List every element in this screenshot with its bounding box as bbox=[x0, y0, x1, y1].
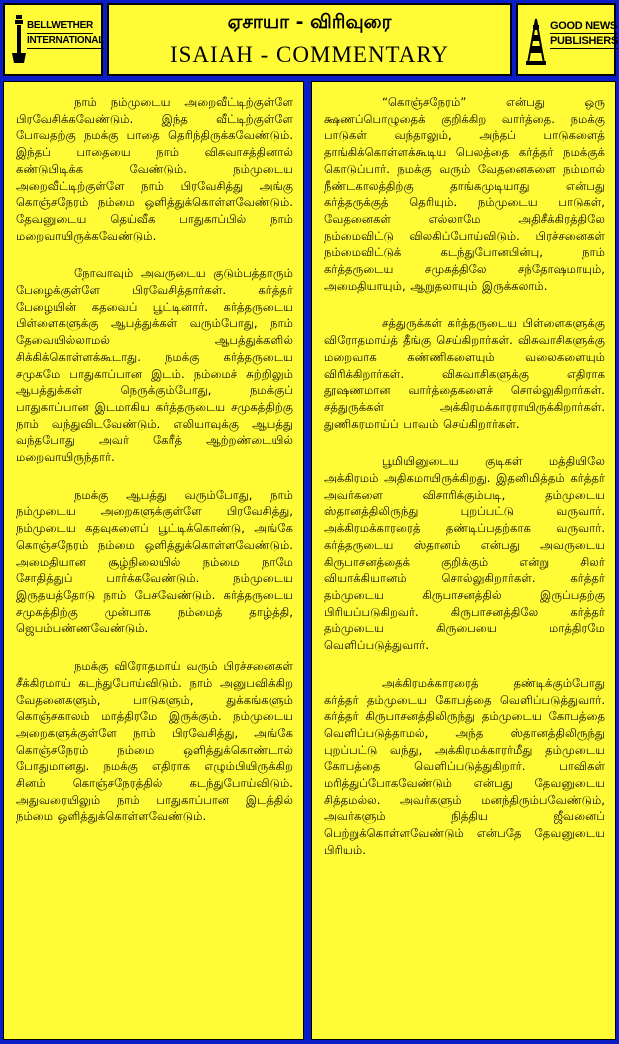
logo-line-2: INTERNATIONAL bbox=[27, 34, 104, 49]
paragraph: நமக்கு ஆபத்து வரும்போது, நாம் நம்முடைய அறைகளுக்குள்ளே பிரவேசித்து, நம்முடைய கதவுகளைப் பூட்டிக்கொண்டு, அங்கே கொஞ்சநேரம் நம்மை ஒளித்துக்கொள்ளவேண்டும். அமைதியான சூழ்நிலையில் நம்மை நாமே சோதித்துப் பார்க்கவேண்டும். நம்முடைய இருதயத்தோடு நாம் பேசவேண்டும். கர்த்தருடைய சமுகத்திற்கு முன்பாக நம்மைத் தாழ்த்தி, ஜெபம்பண்ணவேண்டும். bbox=[16, 487, 293, 636]
bellwether-logo bbox=[3, 3, 103, 76]
paragraph: பூமியினுடைய குடிகள் மத்தியிலே அக்கிரமம் அதிகமாயிருக்கிறது. இதனிமித்தம் கர்த்தர் அவர்களை விசாரிக்கும்படி, தம்முடைய ஸ்தானத்திலிருந்து புறப்பட்டு வருவார். அக்கிரமக்காரரைத் தண்டிப்பதற்காக வருவார். கர்த்தருடைய ஸ்தானம் என்பது அவருடைய கிருபாசனத்தைக் குறிக்கும் என்று சிலர் வியாக்கியானம் சொல்லுகிறார்கள். கர்த்தர் தம்முடைய கிருபாசனத்தில் இருப்பதற்கு பிரியப்படுகிறவர். கிருபாசனத்திலே கர்த்தர் தம்முடைய கிருபையை மாத்திரமே வெளிப்படுத்துவார். bbox=[324, 454, 605, 653]
book-tower-icon bbox=[524, 13, 548, 67]
title-tamil: ஏசாயா - விரிவுரை bbox=[227, 11, 392, 33]
paragraph: “கொஞ்சநேரம்” என்பது ஒரு க்ஷணப்பொழுதைக் குறிக்கிற வார்த்தை. நமக்கு பாடுகள் வந்தாலும், அந்தப் பாடுகளைத் தாங்கிக்கொள்ளக்கூடிய பெலத்தை கர்த்தர் நமக்குக் கொடுப்பார். நமக்கு வரும் வேதனைகளை நம்மால் நீண்டகாலத்திற்கு தாங்கமுடியாது என்பது கர்த்தருக்குத் தெரியும். நம்முடைய பாடுகள், வேதனைகள் எல்லாமே அதிசீக்கிரத்திலே நம்மைவிட்டு விலகிப்போய்விடும். பிரச்சனைகள் நம்மைவிட்டுக் கடந்துபோனபின்பு, நாம் கர்த்தருடைய சமுகத்திலே சந்தோஷமாயும், அமைதியாயும், ஆறுதலாயும் இருக்கலாம். bbox=[324, 95, 605, 293]
title-english: ISAIAH - COMMENTARY bbox=[169, 42, 450, 67]
good-news-logo bbox=[516, 3, 616, 76]
right-column bbox=[311, 81, 616, 1040]
paragraph: அக்கிரமக்காரரைத் தண்டிக்கும்போது கர்த்தர் தம்முடைய கோபத்தை வெளிப்படுத்துவார். கர்த்தர் கிருபாசனத்திலிருந்து தம்முடைய கோபத்தை வெளிப்படுத்தாமல், அந்த ஸ்தானத்திலிருந்து புறப்பட்டு வந்து, அக்கிரமக்காரர்மீது தம்முடைய கோபத்தை வெளிப்படுத்துகிறார். பாவிகள் மரித்துப்போகவேண்டும் என்பது தேவனுடைய சித்தமல்ல. அவர்களும் மனந்திரும்பவேண்டும், அவர்களும் நித்திய ஜீவனைப் பெற்றுக்கொள்ளவேண்டும் என்பதே தேவனுடைய பிரியம். bbox=[324, 675, 605, 857]
logo-line-1: BELLWETHER bbox=[27, 19, 93, 34]
paragraph: நோவாவும் அவருடைய குடும்பத்தாரும் பேழைக்குள்ளே பிரவேசித்தார்கள். கர்த்தர் பேழையின் கதவைப் பூட்டினார். கர்த்தருடைய பிள்ளைகளுக்கு ஆபத்துக்கள் வரும்போது, நாம் தேவையில்லாமல் ஆபத்துக்களில் சிக்கிக்கொள்ளக்கூடாது. நமக்கு கர்த்தருடைய சமுகமே பாதுகாப்பான இடம். நம்மைச் சுற்றிலும் ஆபத்துக்கள் நெருக்கும்போது, நமக்குப் பாதுகாப்பான இடமாகிய கர்த்தருடைய சமுகத்திற்கு நாம் வந்துவிடவேண்டும். எலியாவுக்கு ஆபத்து வந்தபோது அவர் கேரீத் ஆற்றண்டையில் மறைவாயிருந்தார். bbox=[16, 266, 293, 465]
paragraph: நமக்கு விரோதமாய் வரும் பிரச்சனைகள் சீக்கிரமாய் கடந்துபோய்விடும். நாம் அனுபவிக்கிற வேதனைகளும், பாடுகளும், துக்கங்களும் கொஞ்சகாலம் மாத்திரமே இருக்கும். நம்முடைய அறைகளுக்குள்ளே நாம் பிரவேசித்து, அங்கே கொஞ்சநேரம் நம்மை ஒளித்துக்கொண்டால் போதுமானது. நமக்கு எதிராக எழும்பியிருக்கிற சினம் கொஞ்சநேரத்தில் கடந்துபோய்விடும். அதுவரையிலும் நாம் பாதுகாப்பான இடத்தில் நம்மை ஒளித்துக்கொள்ளவேண்டும். bbox=[16, 659, 293, 824]
logo-line-1: GOOD NEWS bbox=[550, 20, 617, 32]
page-title bbox=[107, 3, 512, 76]
bellwether-icon bbox=[11, 13, 27, 65]
paragraph: நாம் நம்முடைய அறைவீட்டிற்குள்ளே பிரவேசிக்கவேண்டும். இந்த வீட்டிற்குள்ளே போவதற்கு நமக்கு பாதை தெரிந்திருக்கவேண்டும். இந்தப் பாதையை நாம் விசுவாசத்தினால் கண்டுபிடிக்க வேண்டும். நம்முடைய அறைவீட்டிற்குள்ளே நாம் பிரவேசித்து அங்கு கொஞ்சநேரம் நம்மை ஒளித்துக்கொள்ளவேண்டும். தேவனுடைய தெய்வீக பாதுகாப்பில் நாம் மறைவாயிருக்கவேண்டும். bbox=[16, 95, 293, 243]
left-column bbox=[3, 81, 304, 1040]
paragraph: சத்துருக்கள் கர்த்தருடைய பிள்ளைகளுக்கு விரோதமாய்த் தீங்கு செய்கிறார்கள். விசுவாசிகளுக்கு மறைவாக கண்ணிகளையும் வலைகளையும் விரிக்கிறார்கள். விசுவாசிகளுக்கு எதிராக தூஷணமான வார்த்தைகளைச் சொல்லுகிறார்கள். சத்துருக்கள் அக்கிரமக்காரராயிருக்கிறார்கள். துணிகரமாய்ப் பாவம் செய்கிறார்கள். bbox=[324, 316, 605, 431]
page-header bbox=[3, 3, 616, 76]
logo-line-2: PUBLISHERS bbox=[550, 35, 618, 47]
